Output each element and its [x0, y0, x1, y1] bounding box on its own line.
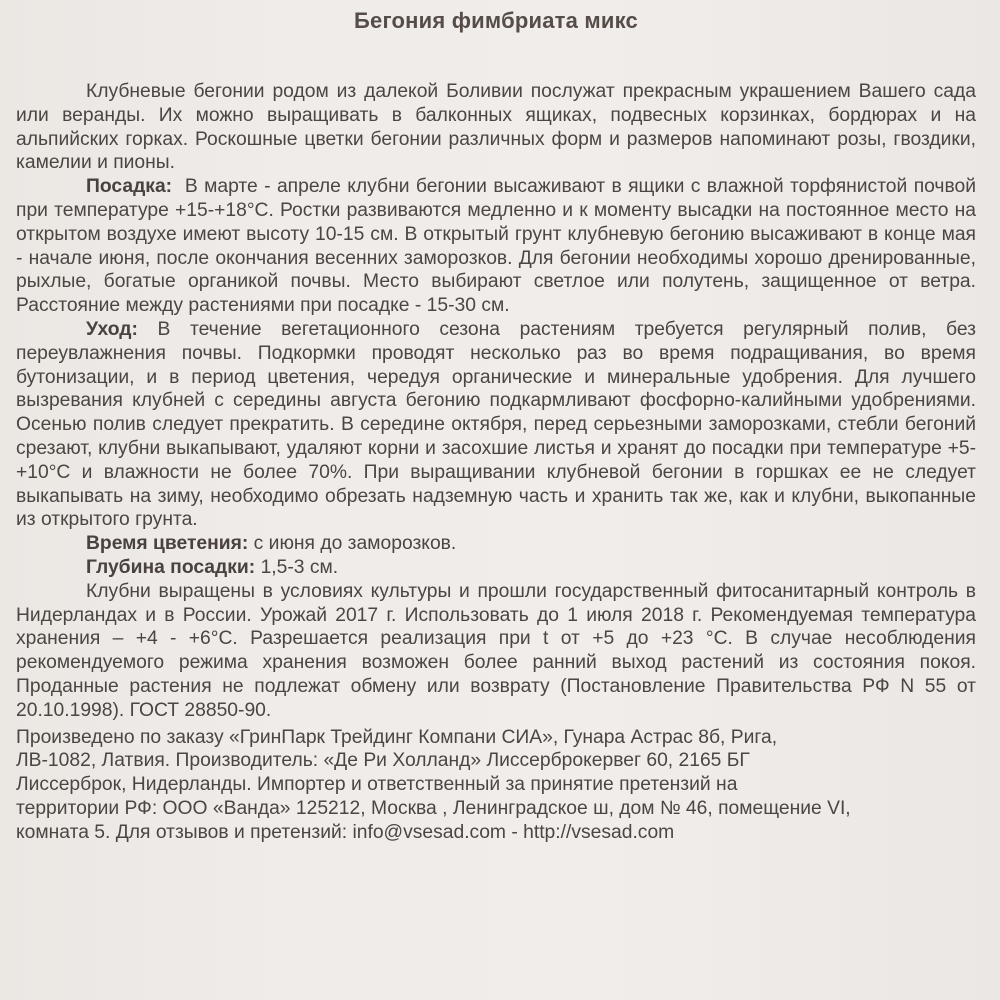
bloom-paragraph: [16, 532, 976, 556]
manufacturer-line-4: территории РФ: ООО «Ванда» 125212, Москва , Ленинградское ш, дом № 46, помещение VI,: [16, 797, 851, 819]
intro-paragraph: Клубневые бегонии родом из далекой Боливии послужат прекрасным украшением Вашего сада или веранды. Их можно выращивать в балконных ящиках, подвесных корзинках, бордюрах и на альпийских горках. Роскошные цветки бегонии различных форм и размеров напоминают розы, гвоздики, камелии и пионы.: [16, 81, 976, 174]
manufacturer-block: [16, 726, 976, 845]
bloom-label: Время цветения:: [86, 533, 249, 555]
care-text: В течение вегетационного сезона растениям требуется регулярный полив, без переувлажнения почвы. Подкормки проводят несколько раз во время подращивания, во время бутонизации, и в период цветения, чередуя органические и минеральные удобрения. Для лучшего вызревания клубней с середины августа бегонию подкармливают фосфорно-калийными удобрениями. Осенью полив следует прекратить. В середине октября, перед серьезными заморозками, стебли бегоний срезают, клубни выкапывают, удаляют корни и засохшие листья и хранят до посадки при температуре +5-+10°С и влажности не более 70%. При выращивании клубневой бегонии в горшках ее не следует выкапывать на зиму, необходимо обрезать надземную часть и хранить так же, как и клубни, выкопанные из открытого грунта.: [16, 318, 977, 531]
planting-paragraph: [16, 175, 976, 318]
page-title: Бегония фимбриата микс: [354, 8, 638, 33]
manufacturer-line-5: комната 5. Для отзывов и претензий: info@vsesad.com - http://vsesad.com: [16, 821, 675, 843]
manufacturer-line-1: Произведено по заказу «ГринПарк Трейдинг Компани СИА», Гунара Астрас 8б, Рига,: [16, 726, 778, 748]
manufacturer-line-3: Лиссерброк, Нидерланды. Импортер и ответственный за принятие претензий на: [16, 774, 738, 796]
depth-text: 1,5-3 см.: [260, 556, 339, 578]
depth-label: Глубина посадки:: [86, 556, 256, 578]
bloom-text: с июня до заморозков.: [253, 533, 457, 555]
planting-label: Посадка:: [86, 176, 173, 198]
care-paragraph: [16, 318, 976, 532]
depth-paragraph: [16, 556, 976, 580]
manufacturer-line-2: ЛВ-1082, Латвия. Производитель: «Де Ри Холланд» Лиссерброкервег 60, 2165 БГ: [16, 750, 750, 772]
care-label: Уход:: [86, 318, 138, 340]
planting-text: В марте - апреле клубни бегонии высаживают в ящики с влажной торфянистой почвой при температуре +15-+18°С. Ростки развиваются медленно и к моменту высадки на постоянное место на открытом воздухе имеют высоту 10-15 см. В открытый грунт клубневую бегонию высаживают в конце мая - начале июня, после окончания весенних заморозков. Для бегонии необходимы хорошо дренированные, рыхлые, богатые органикой почвы. Место выбирают светлое или полутень, защищенное от ветра. Расстояние между растениями при посадке - 15-30 см.: [16, 176, 976, 317]
certification-paragraph: Клубни выращены в условиях культуры и прошли государственный фитосанитарный контроль в Нидерландах и в России. Урожай 2017 г. Использовать до 1 июля 2018 г. Рекомендуемая температура хранения – +4 - +6°С. Разрешается реализация при t от +5 до +23 °С. В случае несоблюдения рекомендуемого режима хранения возможен более ранний выход растений из состояния покоя. Проданные растения не подлежат обмену или возврату (Постановление Правительства РФ N 55 от 20.10.1998). ГОСТ 28850-90.: [16, 580, 976, 721]
